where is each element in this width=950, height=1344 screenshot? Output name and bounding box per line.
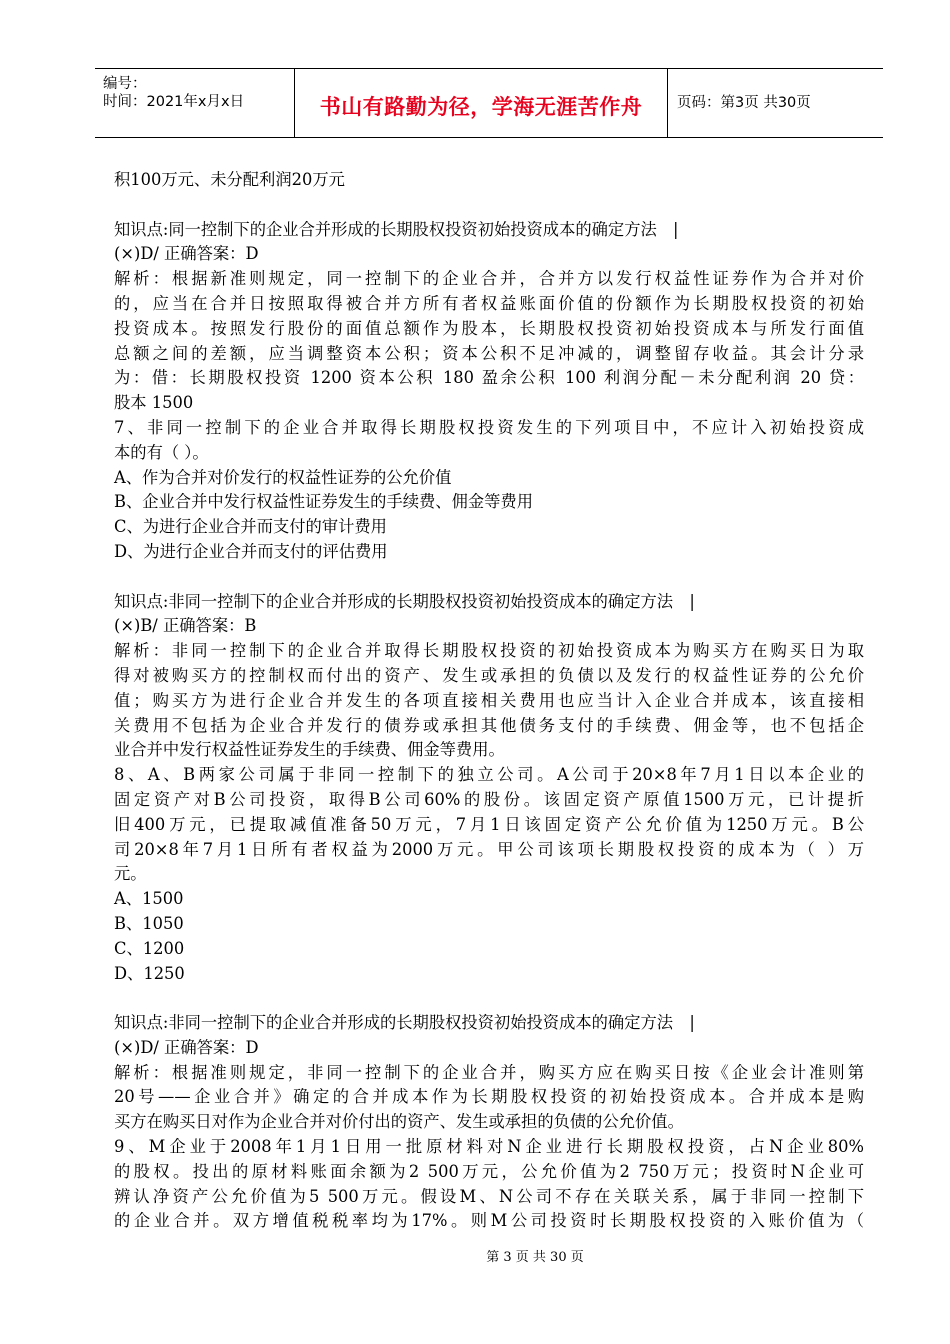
text-line: D、为进行企业合并而支付的评估费用 (114, 541, 388, 561)
text-line: 辨认净资产公允价值为5 500万元。假设M、N公司不存在关联关系，属于非同一控制下 (114, 1186, 864, 1206)
text-line: 8、A、B两家公司属于非同一控制下的独立公司。A公司于20×8年7月1日以本企业的 (114, 765, 864, 785)
text-line: 7、非同一控制下的企业合并取得长期股权投资发生的下列项目中，不应计入初始投资成 (114, 417, 864, 437)
text-line: 股本 1500 (114, 393, 194, 413)
text-line: 总额之间的差额，应当调整资本公积；资本公积不足冲减的，调整留存收益。其会计分录 (114, 343, 864, 363)
header-meta-cell (95, 69, 294, 137)
text-line: 元。 (114, 864, 147, 884)
text-line: C、1200 (114, 938, 185, 958)
document-time-label: 时间：2021年x月x日 (103, 94, 245, 110)
text-line: 解析：非同一控制下的企业合并取得长期股权投资的初始投资成本为购买方在购买日为取 (114, 641, 864, 661)
page-header (95, 68, 883, 138)
text-line: 积100万元、未分配利润20万元 (114, 170, 345, 189)
header-page-cell (667, 69, 883, 137)
text-line: 解析：根据新准则规定，同一控制下的企业合并，合并方以发行权益性证券作为合并对价 (114, 269, 864, 289)
text-line: B、企业合并中发行权益性证券发生的手续费、佣金等费用 (114, 492, 533, 512)
text-line: 为：借：长期股权投资 1200 资本公积 180 盈余公积 100 利润分配－未分配利润 20 贷： (114, 368, 864, 388)
header-motto-cell (294, 69, 668, 137)
header-page-number: 页码：第3页 共30页 (677, 95, 811, 111)
text-line: 9、M企业于2008年1月1日用一批原材料对N企业进行长期股权投资，占N企业80% (114, 1137, 864, 1157)
text-line: A、1500 (114, 889, 184, 909)
text-line: A、作为合并对价发行的权益性证券的公允价值 (114, 467, 452, 487)
text-line: 的企业合并。双方增值税税率均为17%。则M公司投资时长期股权投资的入账价值为（ (114, 1211, 864, 1231)
blank-line (114, 565, 864, 590)
text-line: 的，应当在合并日按照取得被合并方所有者权益账面价值的份额作为长期股权投资的初始 (114, 293, 864, 313)
text-line: 司20×8年7月1日所有者权益为2000万元。甲公司该项长期股权投资的成本为（ ）万 (114, 839, 864, 859)
text-line: 知识点:同一控制下的企业合并形成的长期股权投资初始投资成本的确定方法 | (114, 219, 679, 239)
document-number-label: 编号： (103, 76, 147, 92)
text-line: 得对被购买方的控制权而付出的资产、发生或承担的负债以及发行的权益性证券的公允价 (114, 665, 864, 685)
text-line: 投资成本。按照发行股份的面值总额作为股本，长期股权投资初始投资成本与所发行面值 (114, 318, 864, 338)
text-line: 业合并中发行权益性证券发生的手续费、佣金等费用。 (114, 740, 505, 760)
blank-line (114, 986, 864, 1011)
text-line: 旧400万元，已提取减值准备50万元，7月1日该固定资产公允价值为1250万元。B公 (114, 814, 864, 834)
text-line: 本的有（ ）。 (114, 442, 209, 462)
text-line: 值；购买方为进行企业合并发生的各项直接相关费用也应当计入企业合并成本，该直接相 (114, 690, 864, 710)
text-line: 固定资产对B公司投资，取得B公司60%的股份。该固定资产原值1500万元，已计提折 (114, 789, 864, 809)
text-line: (×)B/ 正确答案：B (114, 616, 257, 636)
blank-line (114, 193, 864, 218)
text-line: (×)D/ 正确答案：D (114, 1037, 259, 1057)
page-footer (0, 1246, 950, 1265)
text-line: 关费用不包括为企业合并发行的债券或承担其他债务支付的手续费、佣金等，也不包括企 (114, 715, 864, 735)
header-motto: 书山有路勤为径，学海无涯苦作舟 (319, 95, 643, 119)
text-line: C、为进行企业合并而支付的审计费用 (114, 517, 387, 537)
text-line: 20号——企业合并》确定的合并成本作为长期股权投资的初始投资成本。合并成本是购 (114, 1087, 864, 1107)
text-line: 买方在购买日对作为企业合并对价付出的资产、发生或承担的负债的公允价值。 (114, 1112, 684, 1132)
text-line: 的股权。投出的原材料账面余额为2 500万元，公允价值为2 750万元；投资时N企业可 (114, 1161, 864, 1181)
text-line: 知识点:非同一控制下的企业合并形成的长期股权投资初始投资成本的确定方法 | (114, 591, 695, 611)
text-line: B、1050 (114, 913, 184, 933)
text-line: (×)D/ 正确答案：D (114, 244, 259, 264)
text-line: 知识点:非同一控制下的企业合并形成的长期股权投资初始投资成本的确定方法 | (114, 1013, 695, 1033)
footer-page-number: 第 3 页 共 30 页 (486, 1250, 584, 1265)
text-line: D、1250 (114, 963, 185, 983)
text-line: 解析：根据准则规定，非同一控制下的企业合并，购买方应在购买日按《企业会计准则第 (114, 1062, 864, 1082)
document-body (114, 168, 864, 1234)
